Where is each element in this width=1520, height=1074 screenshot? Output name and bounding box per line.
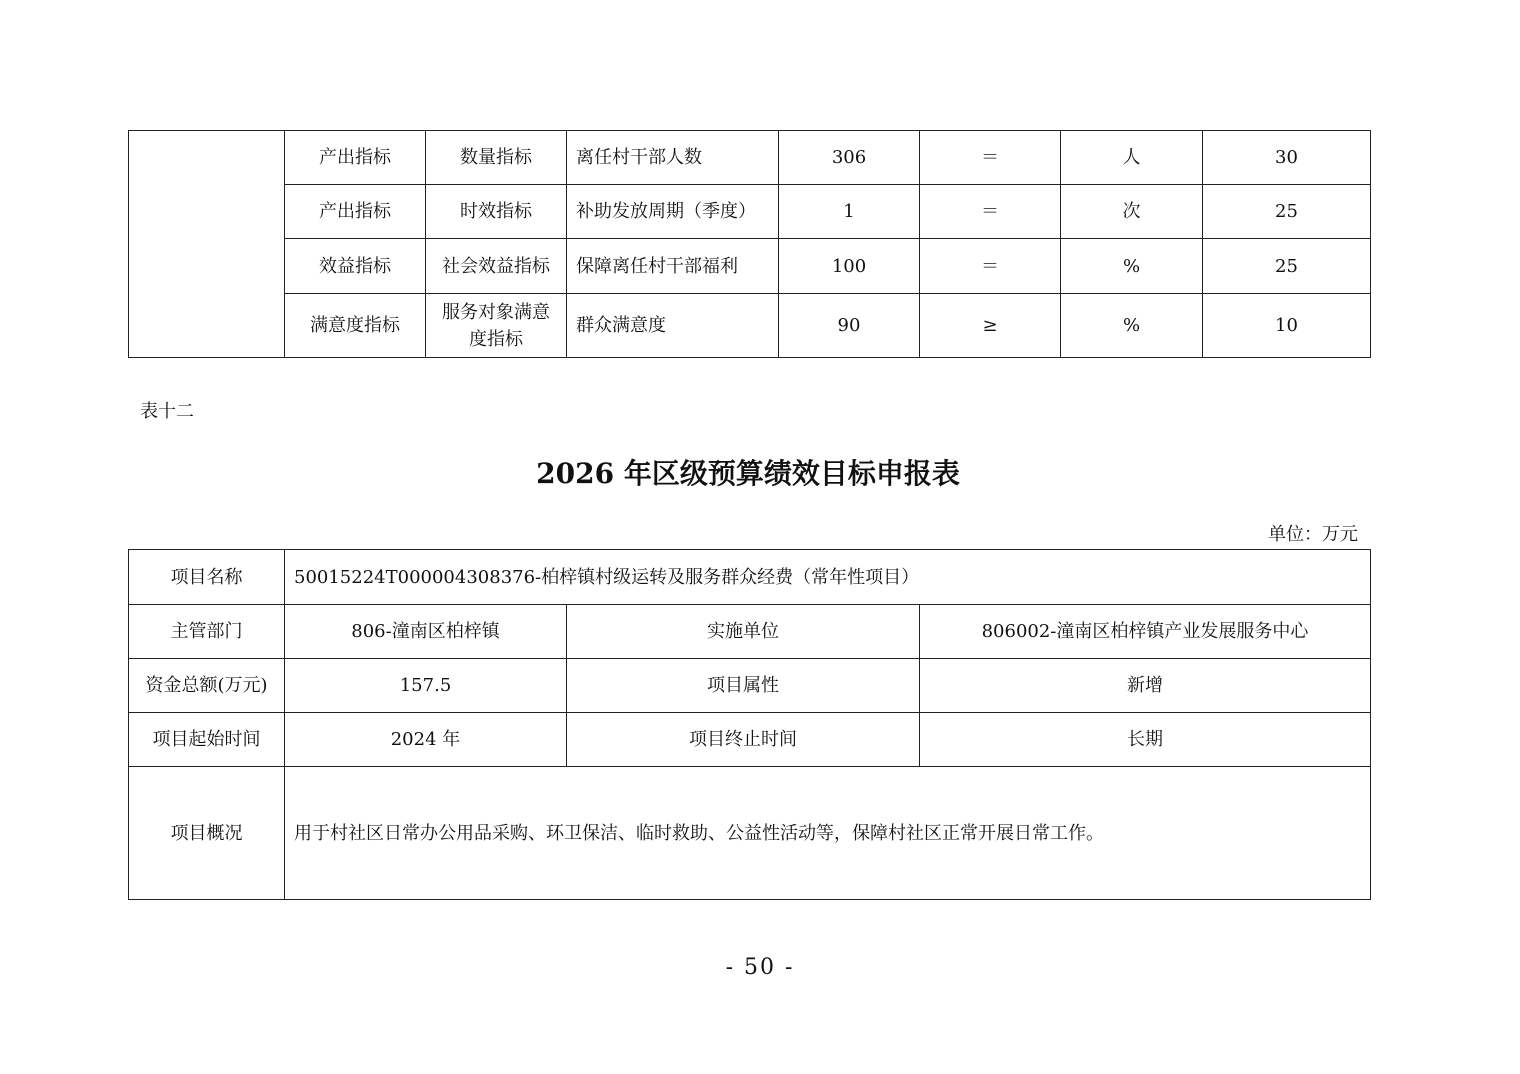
level3-indicator: 补助发放周期（季度） bbox=[567, 185, 779, 239]
project-form-table bbox=[128, 549, 1371, 900]
indicator-operator: ≥ bbox=[920, 294, 1061, 358]
level2-line: 服务对象满意 bbox=[442, 301, 550, 323]
merged-empty-cell bbox=[129, 131, 285, 358]
funds-label: 资金总额(万元) bbox=[129, 659, 285, 713]
table-caption: 表十二 bbox=[140, 401, 194, 422]
indicator-unit: 人 bbox=[1061, 131, 1203, 185]
level1-indicator: 产出指标 bbox=[285, 185, 426, 239]
level2-indicator: 社会效益指标 bbox=[426, 239, 567, 294]
end-value: 长期 bbox=[920, 713, 1371, 767]
impl-value: 806002-潼南区柏梓镇产业发展服务中心 bbox=[920, 605, 1371, 659]
table-row bbox=[129, 131, 1371, 185]
indicator-value: 90 bbox=[779, 294, 920, 358]
dept-label: 主管部门 bbox=[129, 605, 285, 659]
indicator-value: 1 bbox=[779, 185, 920, 239]
level2-indicator: 数量指标 bbox=[426, 131, 567, 185]
level3-indicator: 离任村干部人数 bbox=[567, 131, 779, 185]
indicator-value: 100 bbox=[779, 239, 920, 294]
indicator-weight: 10 bbox=[1203, 294, 1371, 358]
start-label: 项目起始时间 bbox=[129, 713, 285, 767]
indicator-operator: ＝ bbox=[920, 239, 1061, 294]
table-row bbox=[129, 767, 1371, 900]
overview-value: 用于村社区日常办公用品采购、环卫保洁、临时救助、公益性活动等，保障村社区正常开展日常工作。 bbox=[285, 767, 1371, 900]
project-name-value: 50015224T000004308376-柏梓镇村级运转及服务群众经费（常年性项目） bbox=[285, 550, 1371, 605]
indicator-weight: 25 bbox=[1203, 239, 1371, 294]
indicator-operator: ＝ bbox=[920, 131, 1061, 185]
level1-indicator: 产出指标 bbox=[285, 131, 426, 185]
level3-indicator: 群众满意度 bbox=[567, 294, 779, 358]
level2-line: 度指标 bbox=[469, 328, 523, 350]
indicator-weight: 30 bbox=[1203, 131, 1371, 185]
level1-indicator: 效益指标 bbox=[285, 239, 426, 294]
page-number: - 50 - bbox=[725, 955, 795, 980]
overview-label: 项目概况 bbox=[129, 767, 285, 900]
table-row bbox=[129, 239, 1371, 294]
table-row bbox=[129, 713, 1371, 767]
dept-value: 806-潼南区柏梓镇 bbox=[285, 605, 567, 659]
indicator-operator: ＝ bbox=[920, 185, 1061, 239]
level2-indicator: 时效指标 bbox=[426, 185, 567, 239]
page-title: 2026 年区级预算绩效目标申报表 bbox=[536, 457, 960, 490]
attr-value: 新增 bbox=[920, 659, 1371, 713]
level1-indicator: 满意度指标 bbox=[285, 294, 426, 358]
level3-indicator: 保障离任村干部福利 bbox=[567, 239, 779, 294]
level2-indicator bbox=[426, 294, 567, 358]
table-row bbox=[129, 185, 1371, 239]
end-label: 项目终止时间 bbox=[567, 713, 920, 767]
indicator-weight: 25 bbox=[1203, 185, 1371, 239]
impl-label: 实施单位 bbox=[567, 605, 920, 659]
attr-label: 项目属性 bbox=[567, 659, 920, 713]
unit-note: 单位：万元 bbox=[1268, 524, 1358, 545]
table-row bbox=[129, 550, 1371, 605]
indicator-value: 306 bbox=[779, 131, 920, 185]
indicator-unit: % bbox=[1061, 239, 1203, 294]
indicator-unit: 次 bbox=[1061, 185, 1203, 239]
table-row bbox=[129, 605, 1371, 659]
table-row bbox=[129, 659, 1371, 713]
indicator-table bbox=[128, 130, 1371, 358]
indicator-unit: % bbox=[1061, 294, 1203, 358]
start-value: 2024 年 bbox=[285, 713, 567, 767]
table-row bbox=[129, 294, 1371, 358]
project-name-label: 项目名称 bbox=[129, 550, 285, 605]
funds-value: 157.5 bbox=[285, 659, 567, 713]
